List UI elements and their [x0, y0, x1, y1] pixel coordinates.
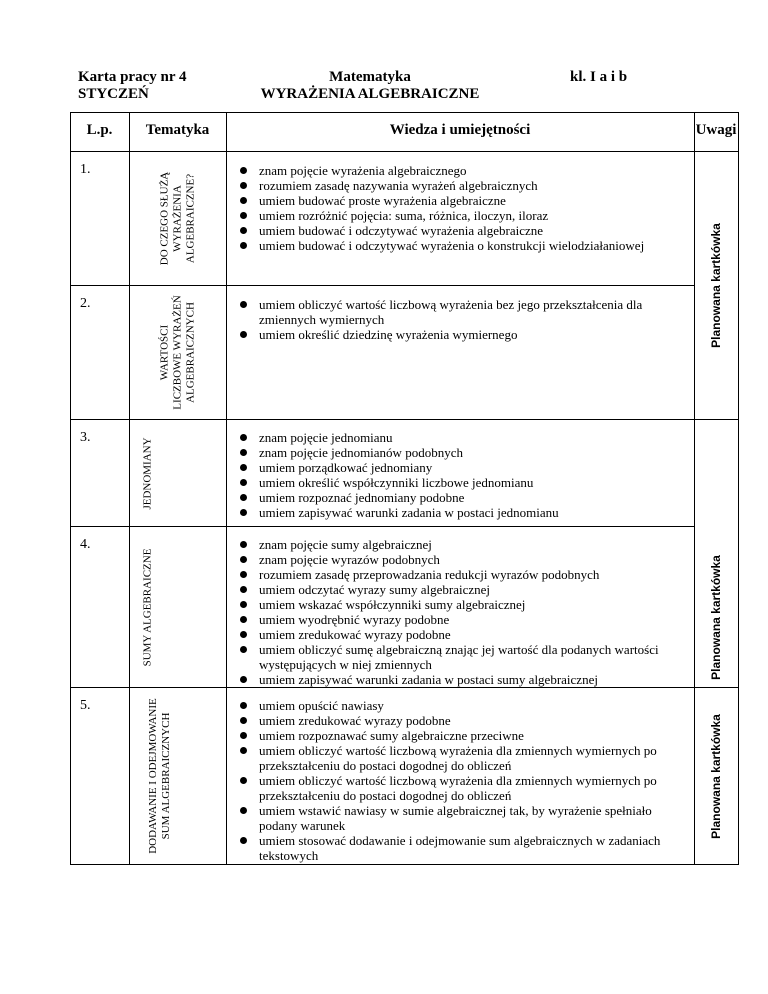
list-item: umiem obliczyć sumę algebraiczną znając jej wartość dla podanych wartości występujących w niej zmiennych: [236, 642, 679, 672]
list-item: umiem budować i odczytywać wyrażenia algebraiczne: [236, 223, 679, 238]
list-item: znam pojęcie jednomianu: [236, 430, 679, 445]
worksheet-title: Karta pracy nr 4: [78, 69, 187, 85]
list-item: umiem obliczyć wartość liczbową wyrażenia dla zmiennych wymiernych po przekształceniu do postaci dogodnej do obliczeń: [236, 773, 679, 803]
header-left: [78, 69, 186, 103]
list-item: umiem opuścić nawiasy: [236, 698, 679, 713]
list-item: znam pojęcie wyrażenia algebraicznego: [236, 163, 679, 178]
list-item: umiem zapisywać warunki zadania w postaci jednomianu: [236, 505, 679, 520]
row-1-2-note: Planowana kartkówka: [709, 223, 723, 348]
list-item: umiem wskazać współczynniki sumy algebraicznej: [236, 597, 679, 612]
row-3-skills-list: [236, 430, 679, 520]
list-item: umiem budować proste wyrażenia algebraiczne: [236, 193, 679, 208]
row-5-number: 5.: [80, 698, 91, 713]
list-item: umiem budować i odczytywać wyrażenia o konstrukcji wielodziałaniowej: [236, 238, 679, 253]
row-4-number: 4.: [80, 537, 91, 552]
list-item: znam pojęcie jednomianów podobnych: [236, 445, 679, 460]
row-1-number: 1.: [80, 162, 91, 177]
list-item: umiem stosować dodawanie i odejmowanie sum algebraicznych w zadaniach tekstowych: [236, 833, 679, 863]
list-item: umiem rozpoznać jednomiany podobne: [236, 490, 679, 505]
list-item: umiem porządkować jednomiany: [236, 460, 679, 475]
column-header-skills: Wiedza i umiejętności: [389, 122, 531, 138]
column-header-notes: Uwagi: [695, 122, 737, 138]
header-center: [250, 69, 490, 103]
row-5-note: Planowana kartkówka: [709, 713, 723, 839]
list-item: umiem rozróżnić pojęcia: suma, różnica, iloczyn, iloraz: [236, 208, 679, 223]
list-item: umiem określić dziedzinę wyrażenia wymiernego: [236, 327, 679, 342]
class-label: kl. I a i b: [570, 69, 628, 85]
list-item: umiem obliczyć wartość liczbową wyrażenia bez jego przekształcenia dla zmiennych wymiernych: [236, 297, 679, 327]
list-item: umiem zredukować wyrazy podobne: [236, 713, 679, 728]
list-item: umiem określić współczynniki liczbowe jednomianu: [236, 475, 679, 490]
list-item: umiem rozpoznawać sumy algebraiczne przeciwne: [236, 728, 679, 743]
row-1-topic: DO CZEGO SŁUŻĄ WYRAŻENIA ALGEBRAICZNE?: [158, 171, 197, 266]
month-label: STYCZEŃ: [78, 86, 149, 102]
row-3-number: 3.: [80, 430, 91, 445]
row-4-skills-list: [236, 537, 679, 687]
list-item: rozumiem zasadę przeprowadzania redukcji wyrazów podobnych: [236, 567, 679, 582]
column-header-topic: Tematyka: [145, 122, 210, 138]
list-item: umiem obliczyć wartość liczbową wyrażenia dla zmiennych wymiernych po przekształceniu do postaci dogodnej do obliczeń: [236, 743, 679, 773]
row-2-number: 2.: [80, 296, 91, 311]
row-3-4-note: Planowana kartkówka: [709, 555, 723, 680]
list-item: umiem wyodrębnić wyrazy podobne: [236, 612, 679, 627]
row-2-skills-list: [236, 297, 679, 342]
list-item: umiem zapisywać warunki zadania w postaci sumy algebraicznej: [236, 672, 679, 687]
list-item: rozumiem zasadę nazywania wyrażeń algebraicznych: [236, 178, 679, 193]
row-5-skills-list: [236, 698, 679, 863]
row-3-topic: JEDNOMIANY: [141, 436, 154, 510]
list-item: umiem zredukować wyrazy podobne: [236, 627, 679, 642]
row-1-skills-list: [236, 163, 679, 253]
row-2-topic: WARTOŚCI LICZBOWE WYRAŻEŃ ALGEBRAICZNYCH: [158, 295, 197, 410]
topic-title: WYRAŻENIA ALGEBRAICZNE: [260, 86, 480, 102]
list-item: umiem wstawić nawiasy w sumie algebraicznej tak, by wyrażenie spełniało podany warunek: [236, 803, 679, 833]
list-item: znam pojęcie sumy algebraicznej: [236, 537, 679, 552]
column-header-lp: L.p.: [86, 122, 113, 138]
row-4-topic: SUMY ALGEBRAICZNE: [141, 548, 154, 666]
row-5-topic: DODAWANIE I ODEJMOWANIE SUM ALGEBRAICZNYCH: [147, 698, 173, 854]
list-item: umiem odczytać wyrazy sumy algebraicznej: [236, 582, 679, 597]
subject-title: Matematyka: [329, 69, 411, 85]
list-item: znam pojęcie wyrazów podobnych: [236, 552, 679, 567]
